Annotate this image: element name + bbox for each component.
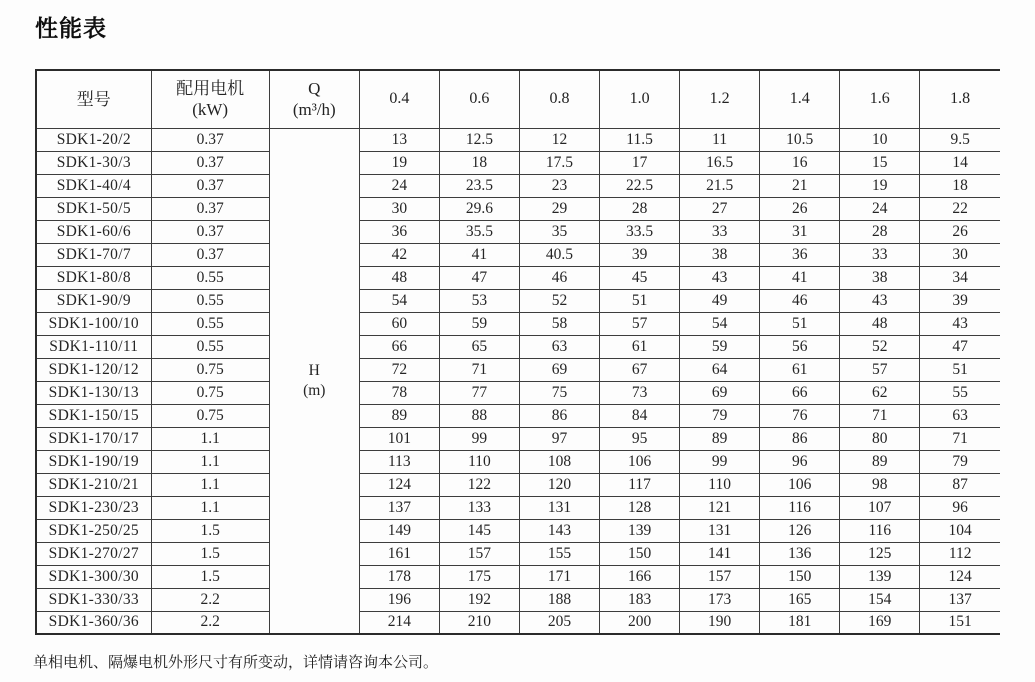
- head-value-cell: 126: [760, 519, 840, 542]
- table-row: [36, 611, 1000, 634]
- head-value-cell: 16.5: [680, 151, 760, 174]
- head-value-cell: 141: [680, 542, 760, 565]
- table-row: [36, 381, 1000, 404]
- table-row: [36, 128, 1000, 151]
- head-value-cell: 54: [680, 312, 760, 335]
- head-value-cell: 117: [600, 473, 680, 496]
- head-value-cell: 15: [840, 151, 920, 174]
- table-row: [36, 358, 1000, 381]
- head-value-cell: 64: [680, 358, 760, 381]
- head-value-cell: 133: [439, 496, 519, 519]
- head-value-cell: 79: [680, 404, 760, 427]
- head-value-cell: 13: [359, 128, 439, 151]
- head-value-cell: 131: [519, 496, 599, 519]
- head-value-cell: 46: [760, 289, 840, 312]
- head-value-cell: 196: [359, 588, 439, 611]
- head-value-cell: 53: [439, 289, 519, 312]
- head-value-cell: 88: [439, 404, 519, 427]
- head-value-cell: 188: [519, 588, 599, 611]
- head-value-cell: 47: [439, 266, 519, 289]
- head-value-cell: 69: [519, 358, 599, 381]
- head-value-cell: 214: [359, 611, 439, 634]
- head-value-cell: 190: [680, 611, 760, 634]
- head-value-cell: 145: [439, 519, 519, 542]
- head-value-cell: 18: [920, 174, 1000, 197]
- head-value-cell: 11.5: [600, 128, 680, 151]
- head-value-cell: 33.5: [600, 220, 680, 243]
- table-row: [36, 450, 1000, 473]
- table-row: [36, 404, 1000, 427]
- model-cell: SDK1-300/30: [36, 565, 151, 588]
- head-value-cell: 54: [359, 289, 439, 312]
- model-cell: SDK1-60/6: [36, 220, 151, 243]
- head-value-cell: 98: [840, 473, 920, 496]
- head-value-cell: 136: [760, 542, 840, 565]
- head-value-cell: 124: [359, 473, 439, 496]
- motor-kw-cell: 1.5: [151, 519, 269, 542]
- motor-kw-cell: 1.1: [151, 427, 269, 450]
- col-header-motor-line2: (kW): [192, 100, 229, 120]
- head-value-cell: 96: [920, 496, 1000, 519]
- head-value-cell: 200: [600, 611, 680, 634]
- head-value-cell: 125: [840, 542, 920, 565]
- model-cell: SDK1-360/36: [36, 611, 151, 634]
- model-cell: SDK1-210/21: [36, 473, 151, 496]
- col-header-flow-value: 1.4: [760, 70, 840, 128]
- head-value-cell: 22: [920, 197, 1000, 220]
- head-value-cell: 29.6: [439, 197, 519, 220]
- model-cell: SDK1-20/2: [36, 128, 151, 151]
- head-value-cell: 71: [840, 404, 920, 427]
- head-value-cell: 169: [840, 611, 920, 634]
- motor-kw-cell: 1.5: [151, 542, 269, 565]
- head-value-cell: 139: [600, 519, 680, 542]
- head-value-cell: 67: [600, 358, 680, 381]
- head-value-cell: 97: [519, 427, 599, 450]
- head-value-cell: 56: [760, 335, 840, 358]
- head-value-cell: 104: [920, 519, 1000, 542]
- head-value-cell: 113: [359, 450, 439, 473]
- model-cell: SDK1-330/33: [36, 588, 151, 611]
- head-value-cell: 51: [600, 289, 680, 312]
- head-value-cell: 63: [920, 404, 1000, 427]
- head-value-cell: 24: [359, 174, 439, 197]
- head-value-cell: 89: [680, 427, 760, 450]
- head-value-cell: 101: [359, 427, 439, 450]
- head-value-cell: 87: [920, 473, 1000, 496]
- col-header-flow-value: 1.6: [840, 70, 920, 128]
- head-value-cell: 106: [760, 473, 840, 496]
- head-value-cell: 71: [920, 427, 1000, 450]
- head-value-cell: 38: [680, 243, 760, 266]
- motor-kw-cell: 0.37: [151, 174, 269, 197]
- table-row: [36, 542, 1000, 565]
- head-value-cell: 89: [840, 450, 920, 473]
- col-header-flow-value: 0.4: [359, 70, 439, 128]
- table-row: [36, 243, 1000, 266]
- head-value-cell: 110: [439, 450, 519, 473]
- head-value-cell: 59: [680, 335, 760, 358]
- head-value-cell: 77: [439, 381, 519, 404]
- head-value-cell: 66: [359, 335, 439, 358]
- head-value-cell: 128: [600, 496, 680, 519]
- head-value-cell: 27: [680, 197, 760, 220]
- head-value-cell: 36: [359, 220, 439, 243]
- head-value-cell: 10.5: [760, 128, 840, 151]
- head-value-cell: 52: [840, 335, 920, 358]
- head-value-cell: 28: [840, 220, 920, 243]
- head-value-cell: 9.5: [920, 128, 1000, 151]
- head-value-cell: 49: [680, 289, 760, 312]
- head-value-cell: 106: [600, 450, 680, 473]
- head-value-cell: 40.5: [519, 243, 599, 266]
- head-value-cell: 11: [680, 128, 760, 151]
- head-value-cell: 175: [439, 565, 519, 588]
- col-header-flow: [269, 70, 359, 128]
- head-value-cell: 57: [840, 358, 920, 381]
- head-value-cell: 34: [920, 266, 1000, 289]
- head-unit-cell: [269, 128, 359, 634]
- head-value-cell: 79: [920, 450, 1000, 473]
- table-row: [36, 427, 1000, 450]
- motor-kw-cell: 1.1: [151, 496, 269, 519]
- head-value-cell: 47: [920, 335, 1000, 358]
- head-value-cell: 95: [600, 427, 680, 450]
- head-value-cell: 161: [359, 542, 439, 565]
- table-row: [36, 266, 1000, 289]
- head-value-cell: 61: [760, 358, 840, 381]
- head-value-cell: 150: [760, 565, 840, 588]
- head-value-cell: 18: [439, 151, 519, 174]
- model-cell: SDK1-120/12: [36, 358, 151, 381]
- head-value-cell: 10: [840, 128, 920, 151]
- head-value-cell: 73: [600, 381, 680, 404]
- head-value-cell: 43: [840, 289, 920, 312]
- head-value-cell: 107: [840, 496, 920, 519]
- head-value-cell: 21.5: [680, 174, 760, 197]
- model-cell: SDK1-90/9: [36, 289, 151, 312]
- head-value-cell: 30: [920, 243, 1000, 266]
- head-value-cell: 48: [840, 312, 920, 335]
- head-value-cell: 124: [920, 565, 1000, 588]
- motor-kw-cell: 0.55: [151, 289, 269, 312]
- head-value-cell: 86: [760, 427, 840, 450]
- head-value-cell: 69: [680, 381, 760, 404]
- head-value-cell: 51: [920, 358, 1000, 381]
- head-value-cell: 41: [760, 266, 840, 289]
- motor-kw-cell: 1.1: [151, 450, 269, 473]
- head-value-cell: 157: [680, 565, 760, 588]
- col-header-flow-line2: (m³/h): [292, 100, 336, 120]
- head-value-cell: 31: [760, 220, 840, 243]
- motor-kw-cell: 0.37: [151, 220, 269, 243]
- head-value-cell: 99: [680, 450, 760, 473]
- model-cell: SDK1-170/17: [36, 427, 151, 450]
- model-cell: SDK1-50/5: [36, 197, 151, 220]
- head-value-cell: 171: [519, 565, 599, 588]
- col-header-flow-line1: Q: [308, 79, 321, 98]
- head-value-cell: 99: [439, 427, 519, 450]
- head-value-cell: 173: [680, 588, 760, 611]
- model-cell: SDK1-110/11: [36, 335, 151, 358]
- head-value-cell: 137: [359, 496, 439, 519]
- table-row: [36, 197, 1000, 220]
- head-value-cell: 151: [920, 611, 1000, 634]
- head-value-cell: 51: [760, 312, 840, 335]
- head-value-cell: 108: [519, 450, 599, 473]
- head-unit-line1: H: [308, 361, 320, 379]
- head-value-cell: 157: [439, 542, 519, 565]
- head-value-cell: 23: [519, 174, 599, 197]
- head-value-cell: 12: [519, 128, 599, 151]
- model-cell: SDK1-190/19: [36, 450, 151, 473]
- footer-note: 单相电机、隔爆电机外形尺寸有所变动，详情请咨询本公司。: [33, 654, 439, 671]
- head-value-cell: 150: [600, 542, 680, 565]
- head-value-cell: 39: [920, 289, 1000, 312]
- motor-kw-cell: 0.37: [151, 151, 269, 174]
- motor-kw-cell: 0.75: [151, 404, 269, 427]
- model-cell: SDK1-270/27: [36, 542, 151, 565]
- head-value-cell: 17.5: [519, 151, 599, 174]
- head-value-cell: 57: [600, 312, 680, 335]
- head-value-cell: 192: [439, 588, 519, 611]
- motor-kw-cell: 0.37: [151, 128, 269, 151]
- performance-table: [35, 69, 1000, 635]
- model-cell: SDK1-230/23: [36, 496, 151, 519]
- head-value-cell: 137: [920, 588, 1000, 611]
- table-row: [36, 220, 1000, 243]
- head-value-cell: 19: [359, 151, 439, 174]
- head-value-cell: 29: [519, 197, 599, 220]
- head-value-cell: 17: [600, 151, 680, 174]
- head-value-cell: 62: [840, 381, 920, 404]
- col-header-flow-value: 1.2: [680, 70, 760, 128]
- head-value-cell: 23.5: [439, 174, 519, 197]
- table-row: [36, 335, 1000, 358]
- table-row: [36, 565, 1000, 588]
- head-value-cell: 45: [600, 266, 680, 289]
- model-cell: SDK1-40/4: [36, 174, 151, 197]
- head-value-cell: 181: [760, 611, 840, 634]
- head-value-cell: 28: [600, 197, 680, 220]
- head-value-cell: 26: [760, 197, 840, 220]
- head-value-cell: 36: [760, 243, 840, 266]
- head-value-cell: 116: [840, 519, 920, 542]
- motor-kw-cell: 0.55: [151, 312, 269, 335]
- head-value-cell: 84: [600, 404, 680, 427]
- head-value-cell: 59: [439, 312, 519, 335]
- head-value-cell: 55: [920, 381, 1000, 404]
- head-value-cell: 14: [920, 151, 1000, 174]
- head-value-cell: 63: [519, 335, 599, 358]
- col-header-motor-line1: 配用电机: [176, 79, 245, 98]
- model-cell: SDK1-70/7: [36, 243, 151, 266]
- head-value-cell: 154: [840, 588, 920, 611]
- head-value-cell: 42: [359, 243, 439, 266]
- head-value-cell: 96: [760, 450, 840, 473]
- head-value-cell: 24: [840, 197, 920, 220]
- motor-kw-cell: 2.2: [151, 611, 269, 634]
- head-value-cell: 122: [439, 473, 519, 496]
- motor-kw-cell: 0.55: [151, 335, 269, 358]
- col-header-flow-value: 1.8: [920, 70, 1000, 128]
- head-value-cell: 120: [519, 473, 599, 496]
- head-value-cell: 165: [760, 588, 840, 611]
- model-cell: SDK1-100/10: [36, 312, 151, 335]
- motor-kw-cell: 2.2: [151, 588, 269, 611]
- head-value-cell: 38: [840, 266, 920, 289]
- table-header-row: [36, 70, 1000, 128]
- head-value-cell: 66: [760, 381, 840, 404]
- head-unit-line2: (m): [303, 381, 326, 399]
- table-row: [36, 289, 1000, 312]
- head-value-cell: 110: [680, 473, 760, 496]
- model-cell: SDK1-250/25: [36, 519, 151, 542]
- col-header-motor: [151, 70, 269, 128]
- table-row: [36, 473, 1000, 496]
- model-cell: SDK1-30/3: [36, 151, 151, 174]
- head-value-cell: 183: [600, 588, 680, 611]
- head-value-cell: 19: [840, 174, 920, 197]
- head-value-cell: 41: [439, 243, 519, 266]
- head-value-cell: 78: [359, 381, 439, 404]
- head-value-cell: 72: [359, 358, 439, 381]
- head-value-cell: 58: [519, 312, 599, 335]
- motor-kw-cell: 0.37: [151, 197, 269, 220]
- head-value-cell: 30: [359, 197, 439, 220]
- table-row: [36, 588, 1000, 611]
- head-value-cell: 35.5: [439, 220, 519, 243]
- table-row: [36, 151, 1000, 174]
- head-value-cell: 71: [439, 358, 519, 381]
- table-row: [36, 174, 1000, 197]
- head-value-cell: 166: [600, 565, 680, 588]
- head-value-cell: 26: [920, 220, 1000, 243]
- table-row: [36, 312, 1000, 335]
- head-value-cell: 43: [920, 312, 1000, 335]
- head-value-cell: 16: [760, 151, 840, 174]
- motor-kw-cell: 0.75: [151, 358, 269, 381]
- table-row: [36, 519, 1000, 542]
- motor-kw-cell: 0.37: [151, 243, 269, 266]
- head-value-cell: 143: [519, 519, 599, 542]
- col-header-flow-value: 0.8: [519, 70, 599, 128]
- head-value-cell: 52: [519, 289, 599, 312]
- head-value-cell: 65: [439, 335, 519, 358]
- head-value-cell: 43: [680, 266, 760, 289]
- head-value-cell: 33: [840, 243, 920, 266]
- head-value-cell: 89: [359, 404, 439, 427]
- head-value-cell: 33: [680, 220, 760, 243]
- head-value-cell: 139: [840, 565, 920, 588]
- head-value-cell: 155: [519, 542, 599, 565]
- col-header-flow-value: 0.6: [439, 70, 519, 128]
- table-row: [36, 496, 1000, 519]
- motor-kw-cell: 0.55: [151, 266, 269, 289]
- head-value-cell: 116: [760, 496, 840, 519]
- head-value-cell: 178: [359, 565, 439, 588]
- head-value-cell: 210: [439, 611, 519, 634]
- head-value-cell: 149: [359, 519, 439, 542]
- head-value-cell: 22.5: [600, 174, 680, 197]
- head-value-cell: 131: [680, 519, 760, 542]
- head-value-cell: 35: [519, 220, 599, 243]
- motor-kw-cell: 1.1: [151, 473, 269, 496]
- head-value-cell: 205: [519, 611, 599, 634]
- motor-kw-cell: 0.75: [151, 381, 269, 404]
- model-cell: SDK1-150/15: [36, 404, 151, 427]
- model-cell: SDK1-130/13: [36, 381, 151, 404]
- head-value-cell: 12.5: [439, 128, 519, 151]
- model-cell: SDK1-80/8: [36, 266, 151, 289]
- motor-kw-cell: 1.5: [151, 565, 269, 588]
- head-value-cell: 75: [519, 381, 599, 404]
- head-value-cell: 61: [600, 335, 680, 358]
- col-header-flow-value: 1.0: [600, 70, 680, 128]
- head-value-cell: 76: [760, 404, 840, 427]
- page-title: 性能表: [35, 15, 107, 41]
- head-value-cell: 121: [680, 496, 760, 519]
- head-value-cell: 80: [840, 427, 920, 450]
- head-value-cell: 48: [359, 266, 439, 289]
- col-header-model: 型号: [36, 70, 151, 128]
- head-value-cell: 21: [760, 174, 840, 197]
- head-value-cell: 46: [519, 266, 599, 289]
- head-value-cell: 86: [519, 404, 599, 427]
- head-value-cell: 60: [359, 312, 439, 335]
- head-value-cell: 112: [920, 542, 1000, 565]
- head-value-cell: 39: [600, 243, 680, 266]
